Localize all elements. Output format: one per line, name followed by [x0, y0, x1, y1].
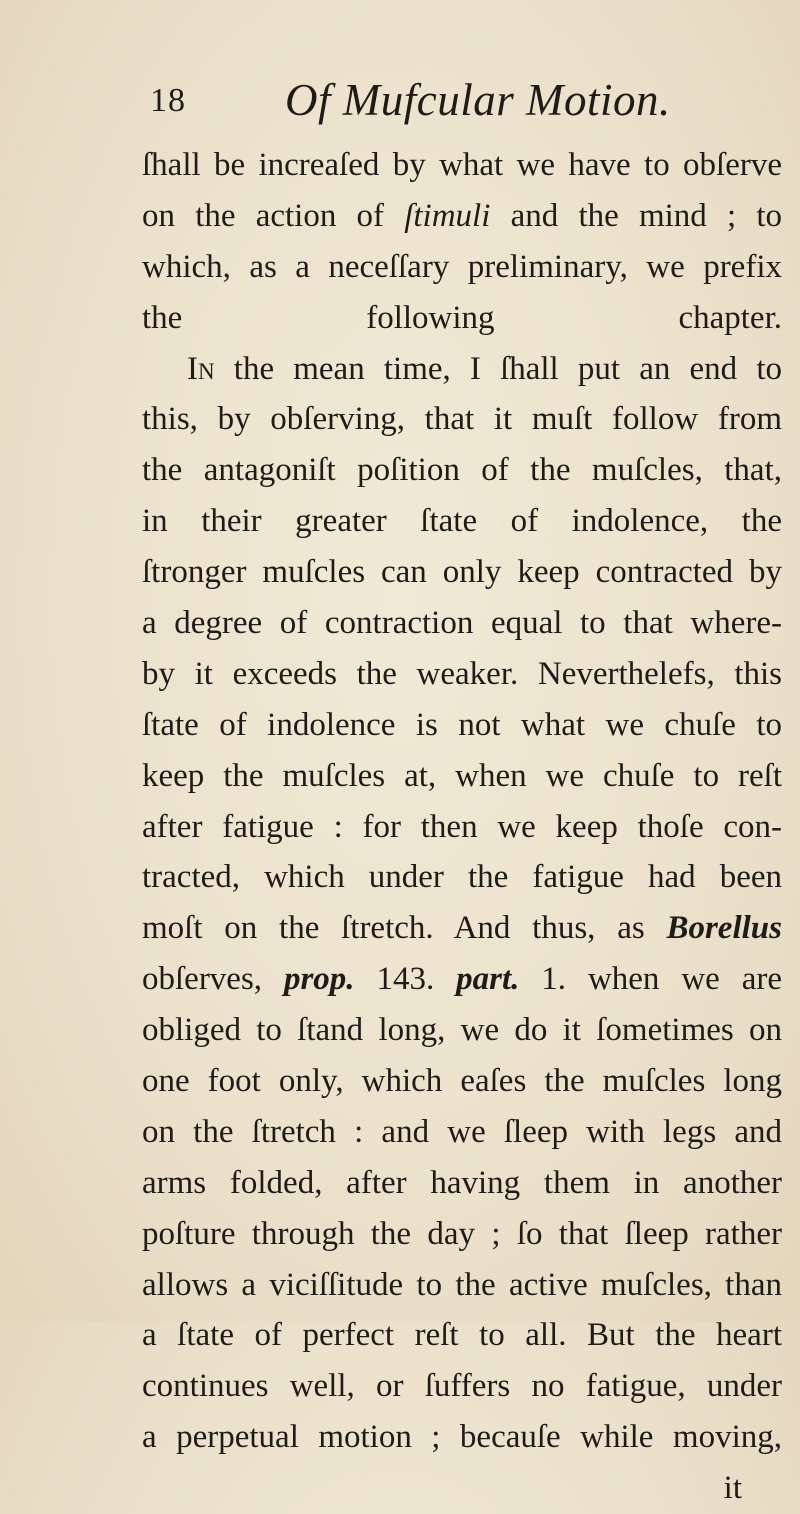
text-line — [142, 394, 782, 445]
text-segment: it — [723, 1470, 742, 1507]
text-line — [142, 496, 782, 547]
text-segment: obliged to ſtand long, we do it ſometimes on — [142, 1012, 782, 1049]
text-line — [142, 344, 782, 395]
text-segment: obſerves, — [142, 961, 284, 998]
page-header — [150, 62, 780, 132]
text-line — [142, 1361, 782, 1412]
text-segment: Borellus — [666, 910, 782, 947]
text-line — [142, 1158, 782, 1209]
text-segment: prop. — [283, 961, 355, 998]
text-line — [142, 140, 782, 191]
text-line — [142, 852, 782, 903]
text-line — [142, 1107, 782, 1158]
text-segment: ſtronger muſcles can only keep contracted by — [142, 554, 782, 591]
page-number: 18 — [150, 82, 186, 119]
text-segment: poſture through the day ; ſo that ſleep rather — [142, 1215, 782, 1252]
text-segment: allows a viciſſitude to the active muſcles, than — [142, 1266, 782, 1303]
text-segment: a perpetual motion ; becauſe while moving, — [142, 1419, 782, 1456]
text-segment: arms folded, after having them in another — [142, 1164, 782, 1201]
text-line — [142, 903, 782, 954]
text-segment: by it exceeds the weaker. Neverthelefs, this — [142, 655, 782, 692]
text-segment: a degree of contraction equal to that where- — [142, 605, 782, 642]
body-text — [142, 140, 782, 1514]
text-segment: the following chapter. — [142, 299, 782, 336]
text-segment: on the ſtretch : and we ſleep with legs and — [142, 1113, 782, 1150]
text-segment: after fatigue : for then we keep thoſe con- — [142, 808, 782, 845]
text-line — [142, 1310, 782, 1361]
text-line — [142, 1463, 782, 1514]
text-segment: continues well, or ſuffers no fatigue, under — [142, 1368, 782, 1405]
text-segment: 143. — [354, 961, 457, 998]
text-segment: ſtate of indolence is not what we chuſe to — [142, 706, 782, 743]
text-segment: and the mind ; to — [490, 197, 783, 234]
running-head: Of Mufcular Motion. — [285, 75, 671, 125]
text-segment: the antagoniſt poſition of the muſcles, that, — [142, 452, 782, 489]
text-segment: the mean time, I ſhall put an end to — [214, 350, 782, 387]
text-segment: ſtimuli — [404, 197, 491, 234]
text-segment: on the action of — [142, 197, 405, 234]
text-segment: moſt on the ſtretch. And thus, as — [142, 910, 667, 947]
text-line — [142, 700, 782, 751]
text-segment: which, as a neceſſary preliminary, we prefix — [142, 248, 782, 285]
text-segment: tracted, which under the fatigue had been — [142, 859, 782, 896]
text-line — [142, 1412, 782, 1463]
text-segment: keep the muſcles at, when we chuſe to reſt — [142, 757, 782, 794]
text-segment: ſhall be increaſed by what we have to obſerve — [142, 147, 782, 183]
text-line — [142, 1005, 782, 1056]
text-line — [142, 751, 782, 802]
text-line — [142, 598, 782, 649]
text-line — [142, 1260, 782, 1311]
text-line — [142, 191, 782, 242]
text-line — [142, 1056, 782, 1107]
text-segment: in their greater ſtate of indolence, the — [142, 503, 782, 540]
text-line — [142, 547, 782, 598]
text-line — [142, 445, 782, 496]
text-line — [142, 242, 782, 293]
text-segment: one foot only, which eaſes the muſcles long — [142, 1063, 782, 1100]
text-segment: 1. when we are — [519, 961, 782, 998]
text-line — [142, 802, 782, 853]
text-segment: part. — [456, 961, 520, 998]
text-line — [142, 293, 782, 344]
text-segment: a ſtate of perfect reſt to all. But the heart — [142, 1317, 782, 1354]
text-segment: this, by obſerving, that it muſt follow from — [142, 401, 782, 438]
text-line — [142, 649, 782, 700]
text-line — [142, 954, 782, 1005]
text-line — [142, 1209, 782, 1260]
text-segment: In — [187, 350, 215, 387]
